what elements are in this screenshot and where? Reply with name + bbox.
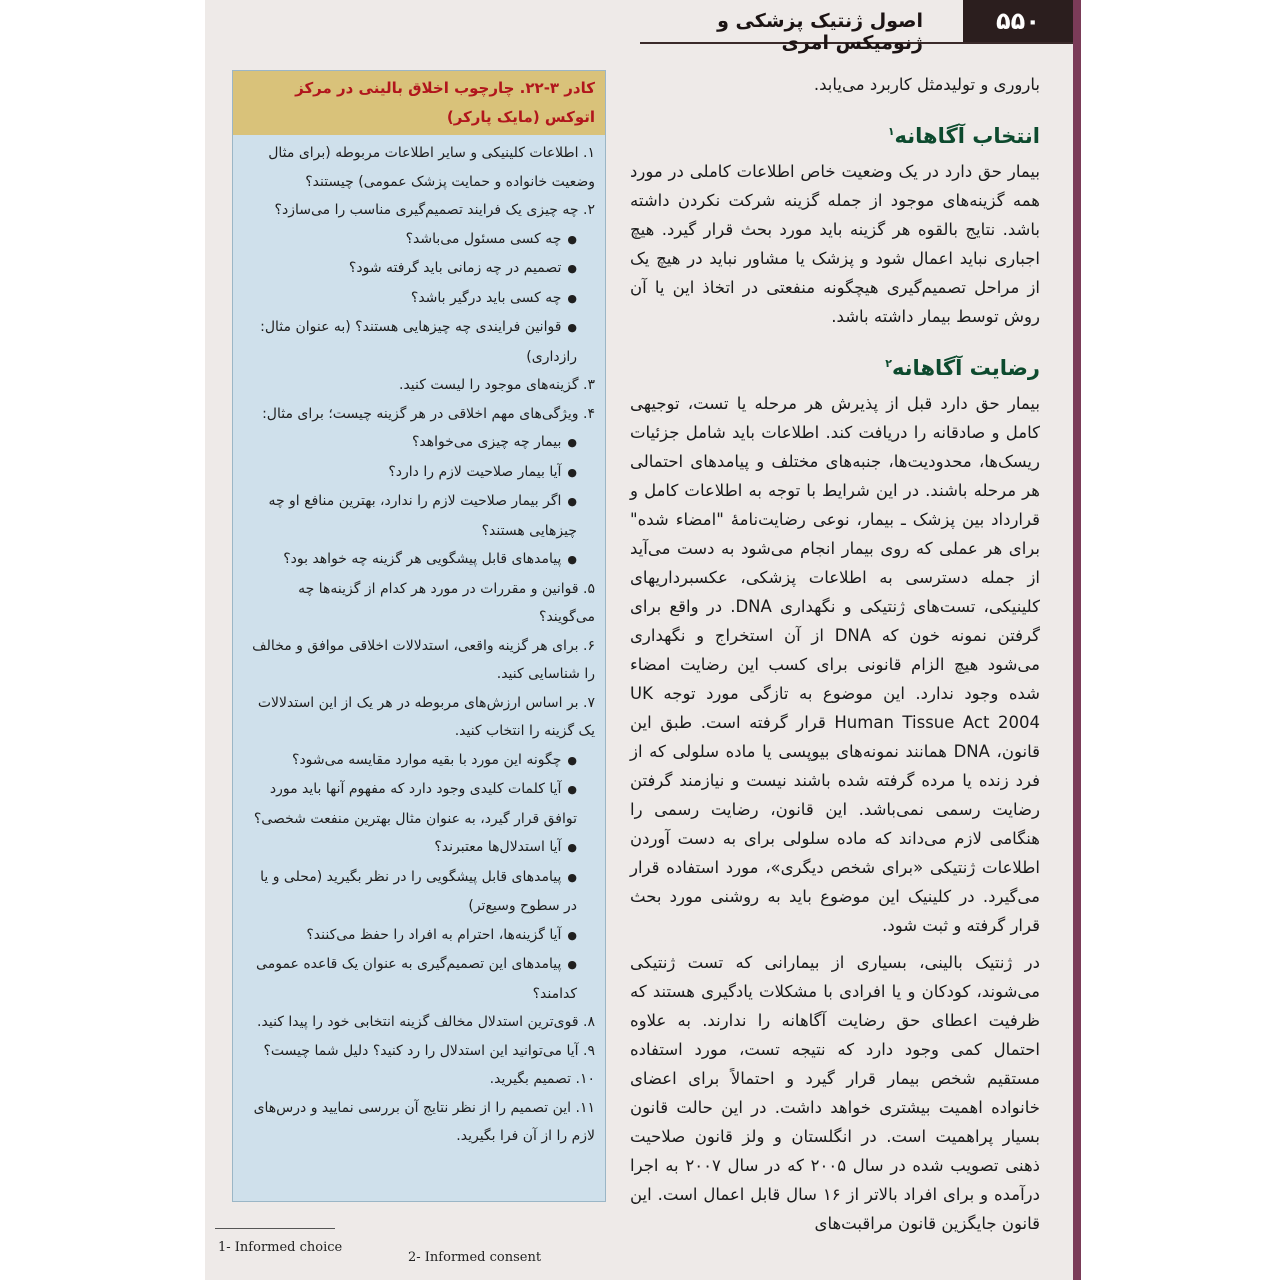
page-number: ۵۵۰ <box>963 0 1073 42</box>
footnote-mark: ۲ <box>885 357 892 370</box>
box-sub-item <box>243 950 577 1008</box>
sub-item-text: قوانین فرایندی چه چیزهایی هستند؟ (به عنوان مثال: رازداری) <box>260 319 577 365</box>
sub-item-text: آیا گزینه‌ها، احترام به افراد را حفظ می‌کنند؟ <box>306 926 562 943</box>
main-column <box>630 70 1040 1246</box>
footnote-1: 1- Informed choice <box>218 1240 343 1255</box>
box-sub-item <box>243 428 577 458</box>
box-sub-item <box>243 313 577 371</box>
bullet-icon: ● <box>567 753 577 767</box>
bullet-icon: ● <box>567 958 577 971</box>
box-list-item: ۹. آیا می‌توانید این استدلال را رد کنید؟ دلیل شما چیست؟ <box>263 1042 595 1059</box>
bullet-icon: ● <box>567 262 577 275</box>
box-sub-item <box>243 833 577 863</box>
bullet-icon: ● <box>567 870 577 884</box>
bullet-icon: ● <box>567 465 577 479</box>
box-list-item: ۱. اطلاعات کلینیکی و سایر اطلاعات مربوطه (برای مثال وضعیت خانواده و حمایت پزشک عمومی) چیستند؟ <box>268 145 595 190</box>
sub-item-text: پیامدهای قابل پیشگویی را در نظر بگیرید (محلی و یا در سطوح وسیع‌تر) <box>260 868 577 914</box>
section-heading-informed-choice: انتخاب آگاهانه$^۱$ <box>887 124 1040 148</box>
sub-item-text: پیامدهای قابل پیشگویی هر گزینه چه خواهد بود؟ <box>283 551 562 567</box>
box-sub-item <box>243 284 577 314</box>
box-list-item: ۷. بر اساس ارزش‌های مربوطه در هر یک از این استدلالات یک گزینه را انتخاب کنید. <box>257 694 595 739</box>
sub-item-text: آیا کلمات کلیدی وجود دارد که مفهوم آنها باید مورد توافق قرار گیرد، به عنوان مثال بهترین منفعت شخصی؟ <box>253 781 577 827</box>
sub-item-text: چه کسی مسئول می‌باشد؟ <box>405 230 562 247</box>
sub-item-text: بیمار چه چیزی می‌خواهد؟ <box>411 434 562 450</box>
bullet-icon: ● <box>567 553 577 566</box>
page-edge <box>1073 0 1081 1280</box>
bullet-icon: ● <box>567 495 577 508</box>
box-sub-item <box>243 545 577 575</box>
bullet-icon: ● <box>567 436 577 449</box>
box-sub-item <box>243 775 577 833</box>
running-title: اصول ژنتیک پزشکی و ژنومیکس امری <box>717 10 923 54</box>
box-sub-item <box>243 254 577 284</box>
box-list <box>233 135 605 1151</box>
intro-line: باروری و تولیدمثل کاربرد می‌یابد. <box>813 75 1040 94</box>
box-list-item: ۶. برای هر گزینه واقعی، استدلالات اخلاقی موافق و مخالف را شناسایی کنید. <box>252 637 595 682</box>
box-sub-item <box>243 458 577 488</box>
sub-item-text: چه کسی باید درگیر باشد؟ <box>410 289 562 306</box>
sub-item-text: پیامدهای این تصمیم‌گیری به عنوان یک قاعده عمومی کدامند؟ <box>256 956 577 1002</box>
box-sub-item <box>243 225 577 255</box>
ethics-framework-box <box>232 70 606 1202</box>
sub-item-text: آیا استدلال‌ها معتبرند؟ <box>434 839 562 855</box>
box-list-item: ۳. گزینه‌های موجود را لیست کنید. <box>399 377 595 393</box>
box-sub-item <box>243 863 577 921</box>
bullet-icon: ● <box>567 841 577 854</box>
section-heading-informed-consent: رضایت آگاهانه$^۲$ <box>885 356 1040 380</box>
page-header <box>640 0 1073 54</box>
sub-item-text: چگونه این مورد با بقیه موارد مقایسه می‌شود؟ <box>292 751 562 768</box>
box-sub-item <box>243 921 577 951</box>
box-list-item: ۱۰. تصمیم بگیرید. <box>489 1071 595 1087</box>
bullet-icon: ● <box>567 321 577 334</box>
box-sub-item <box>243 746 577 776</box>
box-list-item: ۴. ویژگی‌های مهم اخلاقی در هر گزینه چیست؛ برای مثال: <box>262 405 595 422</box>
bullet-icon: ● <box>567 783 577 796</box>
bullet-icon: ● <box>567 232 577 246</box>
box-title: کادر ۳-۲۲. چارچوب اخلاق بالینی در مرکز اتوکس (مایک پارکر) <box>233 71 605 135</box>
sub-item-text: تصمیم در چه زمانی باید گرفته شود؟ <box>348 260 562 276</box>
box-list-item: ۵. قوانین و مقررات در مورد هر کدام از گزینه‌ها چه می‌گویند؟ <box>298 580 595 625</box>
footnote-2: 2- Informed consent <box>408 1250 542 1265</box>
sub-item-text: آیا بیمار صلاحیت لازم را دارد؟ <box>388 463 562 480</box>
paragraph: در ژنتیک بالینی، بسیاری از بیمارانی که تست ژنتیکی می‌شوند، کودکان و یا افرادی با مشکلات یادگیری هستند که ظرفیت اعطای حق رضایت آگاهانه را ندارند. به علاوه احتمال کمی وجود دارد که نتیجه تست، مورد استفاده مستقیم شخص بیمار قرار گیرد و احتمالاً برای اعضای خانواده اهمیت بیشتری خواهد داشت. در این حالت قانون بسیار پراهمیت است. در انگلستان و ولز قانون صلاحیت ذهنی تصویب شده در سال ۲۰۰۵ که در سال ۲۰۰۷ به اجرا درآمده و برای افراد بالاتر از ۱۶ سال قابل اعمال است. این قانون جایگزین قانون مراقبت‌های <box>630 953 1040 1233</box>
box-list-item: ۸. قوی‌ترین استدلال مخالف گزینه انتخابی خود را پیدا کنید. <box>257 1014 595 1030</box>
box-sub-item <box>243 487 577 545</box>
box-list-item: ۲. چه چیزی یک فرایند تصمیم‌گیری مناسب را می‌سازد؟ <box>274 202 595 218</box>
bullet-icon: ● <box>567 928 577 942</box>
footnote-mark: ۱ <box>887 125 895 138</box>
bullet-icon: ● <box>567 291 577 305</box>
footnote-divider <box>215 1228 335 1229</box>
paragraph: بیمار حق دارد در یک وضعیت خاص اطلاعات کاملی در مورد همه گزینه‌های موجود از جمله گزینه شرکت نکردن داشته باشد. نتایج بالقوه هر گزینه باید مورد بحث قرار گیرد. هیچ اجباری نباید اعمال شود و پزشک یا مشاور نباید در هیچ یک از مراحل تصمیم‌گیری هیچگونه منفعتی در اتخاذ این یا آن روش توسط بیمار داشته باشد. <box>630 162 1040 326</box>
sub-item-text: اگر بیمار صلاحیت لازم را ندارد، بهترین منافع او چه چیزهایی هستند؟ <box>268 493 577 539</box>
paragraph: بیمار حق دارد قبل از پذیرش هر مرحله یا تست، توجیهی کامل و صادقانه را دریافت کند. اطلاعات باید شامل جزئیات ریسک‌ها، محدودیت‌ها، جنبه‌های مختلف و پیامدهای احتمالی هر مرحله باشند. در این شرایط با توجه به اطلاعات کامل و قرارداد بین پزشک ـ بیمار، نوعی رضایت‌نامهٔ "امضاء شده" برای هر عملی که روی بیمار انجام می‌شود به دست می‌آید از جمله دسترسی به اطلاعات پزشکی، عکسبرداریهای کلینیکی، تست‌های ژنتیکی و نگهداری DNA. در واقع برای گرفتن نمونه خون که DNA از آن استخراج و نگهداری می‌شود هیچ الزام قانونی برای کسب این رضایت امضاء شده وجود ندارد. این موضوع به تازگی مورد توجه UK Human Tissue Act 2004 قرار گرفته است. طبق این قانون، DNA همانند نمونه‌های بیوپسی یا ماده سلولی که از فرد زنده یا مرده گرفته شده باشند نیست و نیازمند گرفتن رضایت رسمی نمی‌باشد. این قانون، رضایت رسمی را هنگامی لازم می‌داند که ماده سلولی برای به دست آوردن اطلاعات ژنتیکی «برای شخص دیگری»، مورد استفاده قرار می‌گیرد. در کلینیک این موضوع باید به روشنی مورد بحث قرار گرفته و ثبت شود. <box>630 394 1041 935</box>
box-list-item: ۱۱. این تصمیم را از نظر نتایج آن بررسی نمایید و درس‌های لازم را از آن فرا بگیرید. <box>253 1099 595 1144</box>
